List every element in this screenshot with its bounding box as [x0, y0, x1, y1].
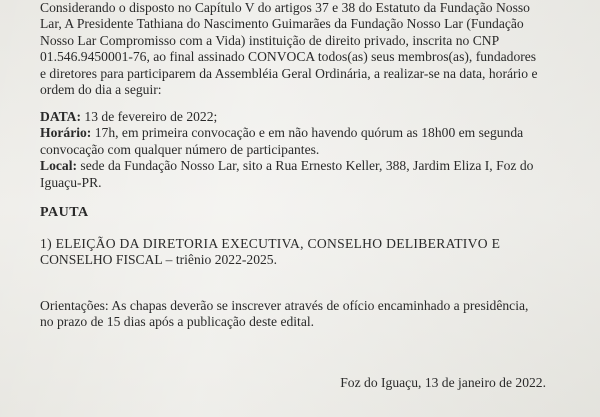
location-line — [40, 158, 560, 174]
agenda-heading: PAUTA — [40, 205, 89, 220]
location-value-1: sede da Fundação Nosso Lar, sito a Rua Ernesto Keller, 388, Jardim Eliza I, Foz do — [77, 158, 534, 174]
time-label: Horário: — [40, 125, 92, 141]
location-line-2: Iguaçu-PR. — [40, 174, 102, 190]
date-value: 13 de fevereiro de 2022; — [81, 109, 218, 124]
intro-line-1: Considerando o disposto no Capítulo V do artigos 37 e 38 do Estatuto da Fundação Nosso — [40, 0, 530, 15]
meeting-details — [40, 109, 560, 191]
time-line-2: convocação com qualquer número de participantes. — [40, 141, 320, 157]
agenda-item — [40, 236, 560, 269]
intro-line-3: Nosso Lar Compromisso com a Vida) instituição de direito privado, inscrita no CNP — [40, 32, 500, 48]
intro-paragraph — [40, 0, 560, 98]
intro-line-4: 01.546.9450001-76, ao final assinado CONVOCA todos(as) seus membros(as), fundadores — [40, 49, 537, 65]
intro-line-5: e diretores para participarem da Assembléia Geral Ordinária, a realizar-se na data, horário e — [40, 65, 538, 81]
date-line — [40, 109, 560, 125]
location-label: Local: — [40, 158, 77, 174]
date-label: DATA: — [40, 109, 82, 124]
agenda-item-line-1: 1) ELEIÇÃO DA DIRETORIA EXECUTIVA, CONSELHO DELIBERATIVO E — [40, 236, 501, 251]
intro-line-2: Lar, A Presidente Tathiana do Nascimento Guimarães da Fundação Nosso Lar (Fundação — [40, 16, 524, 32]
time-value-1: 17h, em primeira convocação e em não havendo quórum as 18h00 em segunda — [91, 125, 524, 141]
agenda-item-line-2: CONSELHO FISCAL – triênio 2022-2025. — [40, 252, 278, 268]
intro-line-6: ordem do dia a seguir: — [40, 82, 162, 98]
place-date: Foz do Iguaçu, 13 de janeiro de 2022. — [340, 375, 546, 390]
orientations-line-1: Orientações: As chapas deverão se inscrever através de ofício encaminhado a presidência, — [40, 298, 529, 313]
orientations-line-2: no prazo de 15 dias após a publicação deste edital. — [40, 314, 315, 330]
time-line — [40, 125, 560, 141]
orientations-paragraph — [40, 298, 560, 331]
